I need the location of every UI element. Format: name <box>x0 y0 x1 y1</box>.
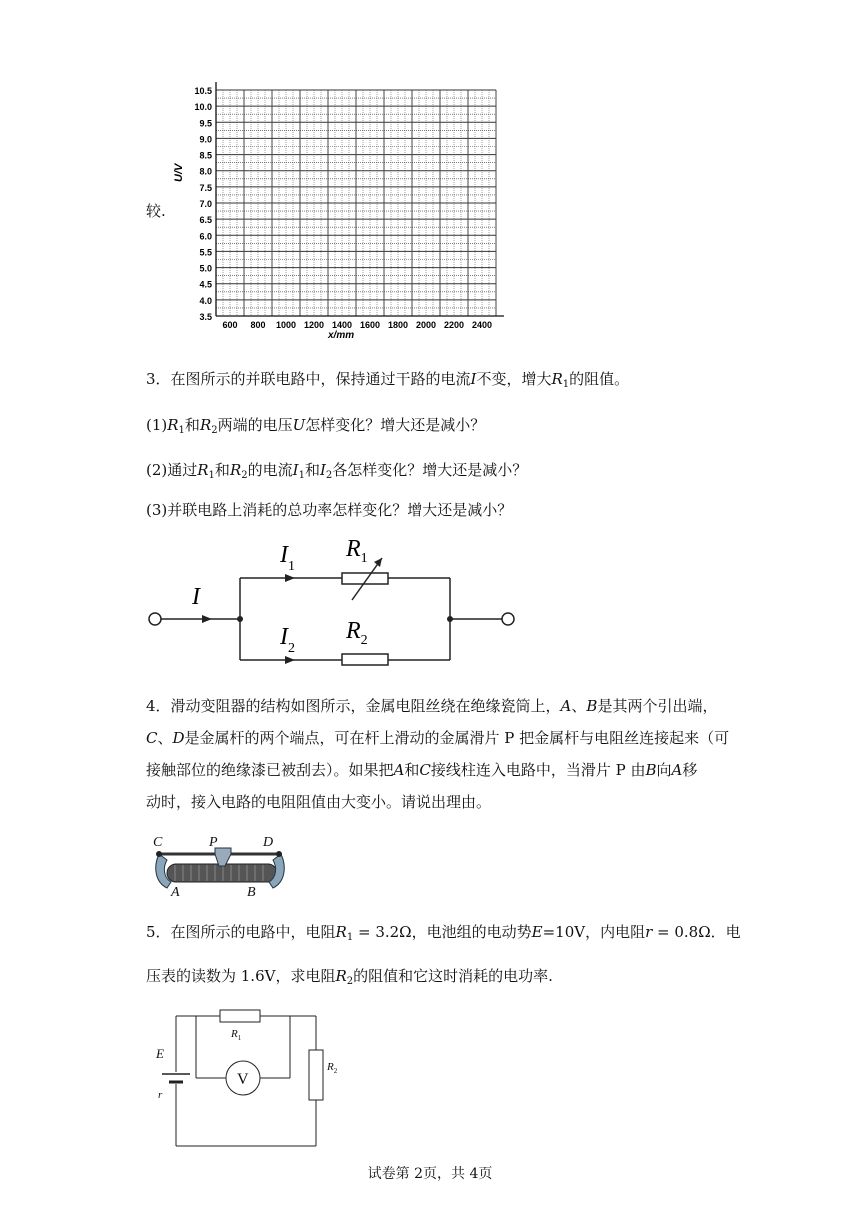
x-tick-label: 1400 <box>331 320 353 330</box>
graph-lead-text: 较. <box>146 202 166 220</box>
u-x-grid-graph <box>170 78 510 346</box>
y-tick-label: 8.5 <box>199 150 212 161</box>
x-tick-label: 2000 <box>415 320 437 330</box>
label-b: B <box>247 885 256 900</box>
graph-y-label: U/V <box>173 163 185 182</box>
x-tick-label: 800 <box>250 320 266 330</box>
x-tick-label: 2400 <box>471 320 493 330</box>
x-tick-label: 600 <box>222 320 238 330</box>
resistor-r1 <box>220 1010 260 1022</box>
voltmeter-circuit-diagram <box>140 1004 360 1156</box>
y-tick-label: 9.5 <box>199 118 212 129</box>
terminal-right <box>502 613 514 625</box>
y-tick-label: 6.5 <box>199 215 212 226</box>
graph-y-ticks <box>194 86 212 322</box>
label-i1: $I_1$ <box>280 542 295 574</box>
x-tick-label: 1600 <box>359 320 381 330</box>
y-tick-label: 3.5 <box>199 312 212 322</box>
current-arrow-i1 <box>285 574 295 582</box>
y-tick-label: 10.5 <box>194 86 212 96</box>
label-a: A <box>171 885 180 900</box>
x-tick-label: 1800 <box>387 320 409 330</box>
y-tick-label: 10.0 <box>194 102 212 113</box>
y-tick-label: 7.5 <box>199 182 212 193</box>
label-i: I <box>192 584 200 610</box>
x-tick-label: 1000 <box>275 320 297 330</box>
label-r2: $R_2$ <box>346 618 368 648</box>
label-d: D <box>263 835 274 850</box>
label-r: r <box>158 1089 163 1101</box>
q3-part1: $(1)R_1$和$R_2$两端的电压U怎样变化？增大还是减小？ <box>146 416 486 436</box>
y-tick-label: 4.0 <box>199 295 212 306</box>
y-tick-label: 8.0 <box>199 166 212 177</box>
graph-x-label: x/mm <box>328 330 355 341</box>
label-i2: $I_2$ <box>280 624 295 656</box>
resistor-r2 <box>309 1050 323 1100</box>
current-arrow-i <box>202 615 212 623</box>
label-r2: $R_2$ <box>327 1061 338 1075</box>
q3-part2: (2)通过$R_1$和$R_2$的电流$I_1$和$I_2$各怎样变化？增大还是减小？ <box>146 461 528 481</box>
x-tick-label: 2200 <box>443 320 465 330</box>
terminal-left <box>149 613 161 625</box>
rheostat-figure <box>145 832 295 902</box>
y-tick-label: 9.0 <box>199 134 212 145</box>
y-tick-label: 5.5 <box>199 247 212 258</box>
slider-p <box>215 848 231 866</box>
y-tick-label: 6.0 <box>199 231 212 242</box>
page-footer: 试卷第 2页，共 4页 <box>367 1166 493 1182</box>
label-p: P <box>209 835 218 850</box>
graph-grid <box>216 82 504 316</box>
q5-line1: 5．在图所示的电路中，电阻$R_1 = 3.2\Omega$，电池组的电动势E=10V，内电阻r = 0.8Ω．电 <box>146 923 741 943</box>
parallel-circuit-diagram <box>140 530 530 670</box>
q4-line1: 4．滑动变阻器的结构如图所示，金属电阻丝绕在绝缘瓷筒上，A、B是其两个引出端， <box>146 697 718 715</box>
q3-stem: 3．在图所示的并联电路中，保持通过干路的电流I不变，增大$R_1$的阻值。 <box>146 370 630 390</box>
q4-line4: 动时，接入电路的电阻阻值由大变小。请说出理由。 <box>146 793 492 811</box>
y-tick-label: 4.5 <box>199 279 212 290</box>
resistor-r2 <box>342 654 388 665</box>
q3-part3: (3)并联电路上消耗的总功率怎样变化？增大还是减小？ <box>146 501 513 519</box>
current-arrow-i2 <box>285 656 295 664</box>
label-c: C <box>153 835 163 850</box>
voltmeter-label: V <box>237 1071 249 1088</box>
y-tick-label: 7.0 <box>199 199 212 209</box>
label-r1: $R_1$ <box>346 536 368 566</box>
graph-x-ticks <box>222 320 492 330</box>
label-r1: $R_1$ <box>231 1028 242 1042</box>
q4-line2: C、D是金属杆的两个端点，可在杆上滑动的金属滑片 P 把金属杆与电阻丝连接起来（可 <box>146 729 730 747</box>
q4-line3: 接触部位的绝缘漆已被刮去）。如果把A和C接线柱连入电路中，当滑片 P 由B向A移 <box>146 761 698 779</box>
label-e: E <box>156 1046 164 1061</box>
y-tick-label: 5.0 <box>199 263 212 274</box>
q5-line2: 压表的读数为 1.6V，求电阻$R_2$的阻值和它这时消耗的电功率. <box>146 967 553 987</box>
x-tick-label: 1200 <box>303 320 325 330</box>
